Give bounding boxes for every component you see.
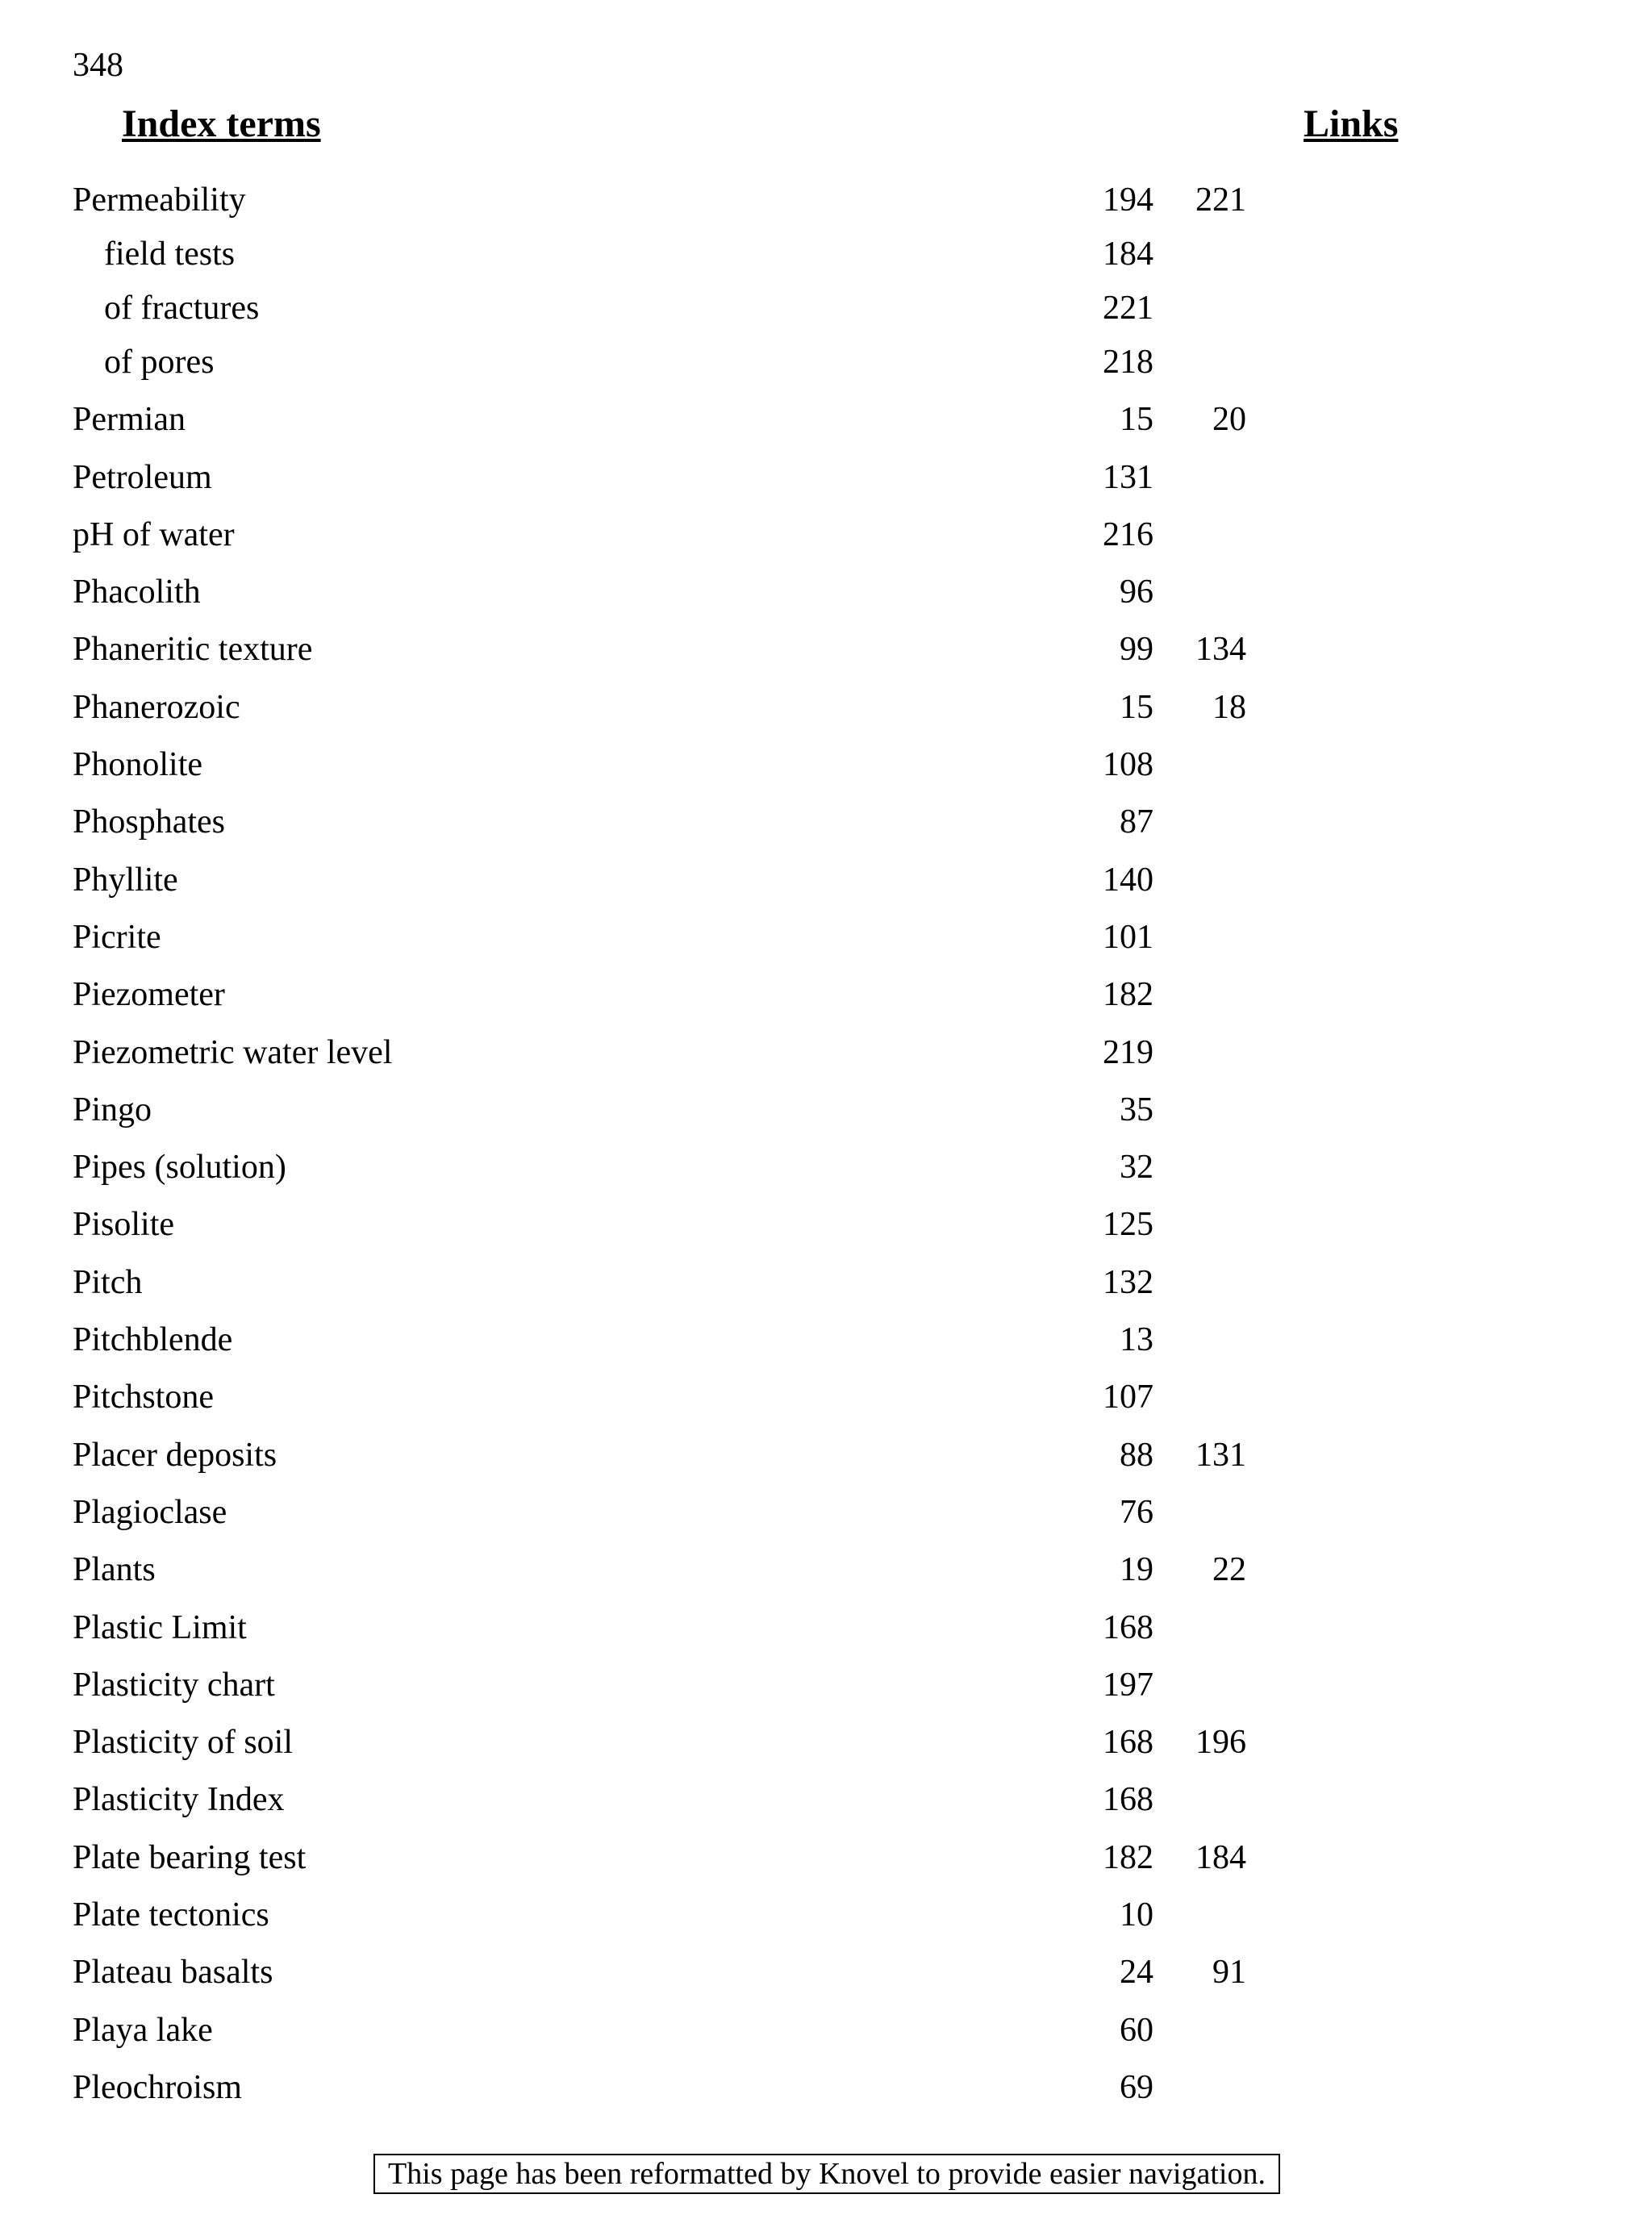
- page-link[interactable]: 182: [1103, 976, 1153, 1013]
- index-entry-row: [0, 1316, 1652, 1364]
- index-entry-row: [0, 625, 1652, 674]
- index-entry-row: [0, 1143, 1652, 1191]
- page-link[interactable]: 218: [1103, 344, 1153, 381]
- knovel-footer-note: This page has been reformatted by Knovel to provide easier navigation.: [373, 2154, 1280, 2194]
- page-link[interactable]: 22: [1212, 1551, 1246, 1588]
- page-link[interactable]: 108: [1103, 746, 1153, 783]
- page-number: 348: [73, 47, 123, 84]
- page-link[interactable]: 91: [1212, 1954, 1246, 1991]
- index-entry-row: [0, 1833, 1652, 1882]
- index-term: Pleochroism: [73, 2069, 242, 2106]
- index-term: Permeability: [73, 181, 246, 219]
- page-link[interactable]: 15: [1120, 401, 1153, 438]
- index-entry-row: [0, 2063, 1652, 2112]
- page-link[interactable]: 10: [1120, 1896, 1153, 1934]
- page-link[interactable]: 182: [1103, 1839, 1153, 1876]
- page-link[interactable]: 107: [1103, 1379, 1153, 1416]
- page-link[interactable]: 168: [1103, 1724, 1153, 1761]
- index-term: Playa lake: [73, 2012, 213, 2049]
- page-link[interactable]: 219: [1103, 1034, 1153, 1071]
- page-link[interactable]: 32: [1120, 1149, 1153, 1186]
- page-link[interactable]: 140: [1103, 861, 1153, 899]
- page-link[interactable]: 194: [1103, 181, 1153, 219]
- index-term: Pitchstone: [73, 1379, 214, 1416]
- page-link[interactable]: 132: [1103, 1264, 1153, 1301]
- index-entry-row: [0, 1431, 1652, 1479]
- index-entry-row: [0, 1373, 1652, 1421]
- page-link[interactable]: 15: [1120, 689, 1153, 726]
- index-term: Piezometer: [73, 976, 225, 1013]
- index-entry-row: [0, 2006, 1652, 2055]
- page-link[interactable]: 101: [1103, 919, 1153, 956]
- index-entry-row: [0, 1948, 1652, 1996]
- index-entry-row: [0, 1661, 1652, 1709]
- index-entry-row: [0, 1604, 1652, 1652]
- index-entry-row: [0, 568, 1652, 616]
- index-entry-row: [0, 511, 1652, 559]
- index-term: Pipes (solution): [73, 1149, 286, 1186]
- index-term: Picrite: [73, 919, 161, 956]
- page-link[interactable]: 184: [1103, 236, 1153, 273]
- page-link[interactable]: 125: [1103, 1206, 1153, 1243]
- page-link[interactable]: 18: [1212, 689, 1246, 726]
- page-link[interactable]: 134: [1195, 631, 1246, 668]
- index-term: Phonolite: [73, 746, 203, 783]
- page-link[interactable]: 196: [1195, 1724, 1246, 1761]
- index-entry-row: [0, 856, 1652, 904]
- index-term: Plate bearing test: [73, 1839, 307, 1876]
- page-link[interactable]: 168: [1103, 1609, 1153, 1646]
- page-link[interactable]: 13: [1120, 1321, 1153, 1358]
- index-entry-row: [0, 338, 1652, 386]
- index-entry-row: [0, 683, 1652, 732]
- index-term: Plastic Limit: [73, 1609, 247, 1646]
- page-link[interactable]: 60: [1120, 2012, 1153, 2049]
- index-term: Placer deposits: [73, 1437, 277, 1474]
- index-terms-header: Index terms: [122, 102, 321, 145]
- page-link[interactable]: 197: [1103, 1667, 1153, 1704]
- page-link[interactable]: 35: [1120, 1091, 1153, 1128]
- index-entry-row: [0, 284, 1652, 332]
- index-entry-row: [0, 1488, 1652, 1537]
- page-link[interactable]: 87: [1120, 803, 1153, 841]
- index-term: Pisolite: [73, 1206, 175, 1243]
- index-entry-row: [0, 395, 1652, 444]
- index-term: Plagioclase: [73, 1494, 227, 1531]
- index-term: Pingo: [73, 1091, 152, 1128]
- index-subterm: field tests: [104, 236, 236, 273]
- index-entry-row: [0, 1258, 1652, 1307]
- page-link[interactable]: 76: [1120, 1494, 1153, 1531]
- page-link[interactable]: 24: [1120, 1954, 1153, 1991]
- index-entry-row: [0, 913, 1652, 962]
- index-entry-row: [0, 1086, 1652, 1134]
- index-term: Phanerozoic: [73, 689, 240, 726]
- page-link[interactable]: 168: [1103, 1781, 1153, 1818]
- page-link[interactable]: 221: [1195, 181, 1246, 219]
- links-header: Links: [1304, 102, 1399, 145]
- index-term: Phaneritic texture: [73, 631, 313, 668]
- page-link[interactable]: 88: [1120, 1437, 1153, 1474]
- index-term: Petroleum: [73, 459, 212, 496]
- page-link[interactable]: 221: [1103, 290, 1153, 327]
- index-term: Plateau basalts: [73, 1954, 273, 1991]
- index-entry-row: [0, 1775, 1652, 1824]
- index-term: Phacolith: [73, 574, 201, 611]
- index-entry-row: [0, 740, 1652, 789]
- page-link[interactable]: 69: [1120, 2069, 1153, 2106]
- index-term: pH of water: [73, 516, 235, 553]
- index-entry-row: [0, 453, 1652, 502]
- index-term: Permian: [73, 401, 186, 438]
- index-term: Plasticity chart: [73, 1667, 275, 1704]
- index-entry-row: [0, 1546, 1652, 1594]
- index-entry-row: [0, 1891, 1652, 1939]
- index-subterm: of fractures: [104, 290, 260, 327]
- page-link[interactable]: 19: [1120, 1551, 1153, 1588]
- page-link[interactable]: 131: [1103, 459, 1153, 496]
- page-link[interactable]: 99: [1120, 631, 1153, 668]
- index-entry-row: [0, 970, 1652, 1019]
- page-link[interactable]: 184: [1195, 1839, 1246, 1876]
- index-term: Phyllite: [73, 861, 178, 899]
- index-entry-row: [0, 230, 1652, 278]
- index-subterm: of pores: [104, 344, 215, 381]
- index-entry-row: [0, 1718, 1652, 1767]
- page-link[interactable]: 20: [1212, 401, 1246, 438]
- index-term: Pitch: [73, 1264, 143, 1301]
- index-term: Plasticity Index: [73, 1781, 285, 1818]
- index-entry-row: [0, 176, 1652, 224]
- page-link[interactable]: 131: [1195, 1437, 1246, 1474]
- index-term: Plasticity of soil: [73, 1724, 293, 1761]
- page-link[interactable]: 96: [1120, 574, 1153, 611]
- index-term: Plate tectonics: [73, 1896, 269, 1934]
- index-term: Piezometric water level: [73, 1034, 393, 1071]
- index-term: Phosphates: [73, 803, 225, 841]
- index-entry-row: [0, 1028, 1652, 1077]
- index-term: Pitchblende: [73, 1321, 233, 1358]
- page-link[interactable]: 216: [1103, 516, 1153, 553]
- index-entry-row: [0, 1200, 1652, 1249]
- index-entry-row: [0, 798, 1652, 846]
- index-term: Plants: [73, 1551, 156, 1588]
